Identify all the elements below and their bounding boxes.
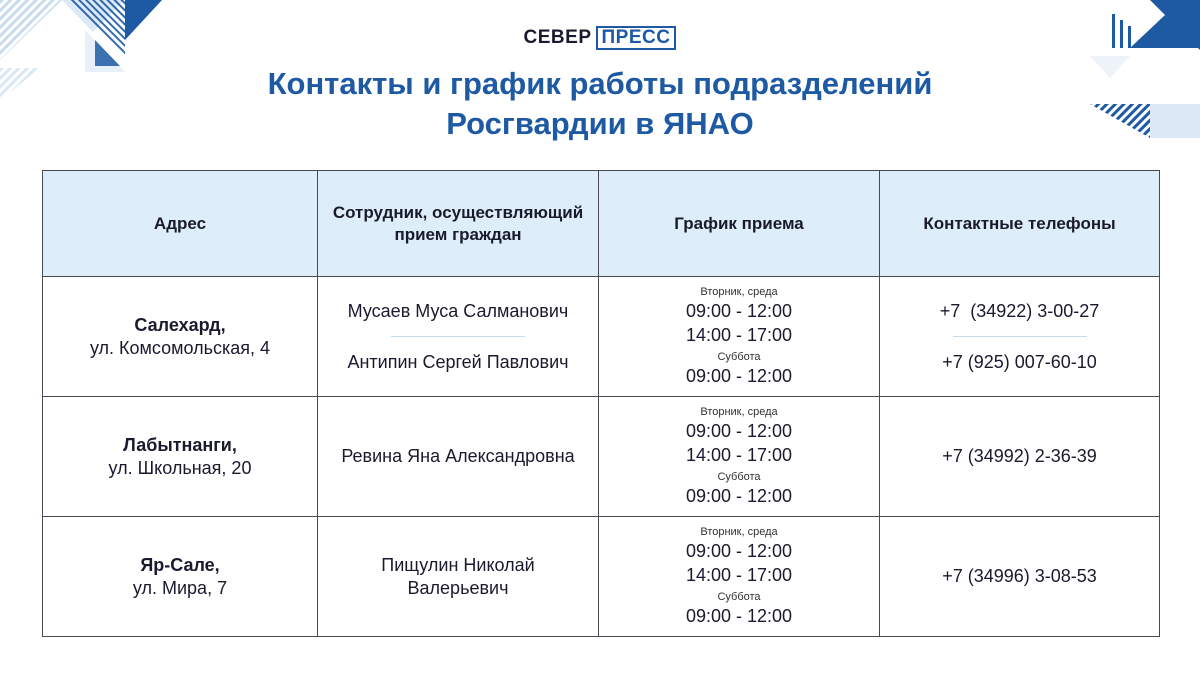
saturday-label: Суббота — [717, 350, 761, 363]
logo-part-press: ПРЕСС — [596, 26, 677, 50]
employee-cell — [318, 517, 599, 637]
weekday-label: Вторник, среда — [700, 525, 778, 538]
saturday-time: 09:00 - 12:00 — [685, 365, 793, 386]
page-title-line1: Контакты и график работы подразделений — [267, 66, 933, 101]
table-row — [43, 517, 1160, 637]
phone-number: +7 (34996) 3-08-53 — [942, 566, 1097, 586]
phone-number: +7 (34922) 3-00-27 — [939, 300, 1100, 321]
phone-cell — [880, 397, 1160, 517]
weekday-time: 09:00 - 12:00 — [685, 420, 793, 441]
phone-number: +7 (34992) 2-36-39 — [942, 446, 1097, 466]
schedule-cell — [599, 397, 880, 517]
saturday-time: 09:00 - 12:00 — [685, 485, 793, 506]
employee-cell — [318, 277, 599, 397]
employee-name: Мусаев Муса Салманович — [347, 300, 569, 321]
city-name: Лабытнанги, — [123, 434, 237, 455]
employee-name: Ревина Яна Александровна — [341, 446, 575, 466]
contacts-table — [42, 170, 1160, 637]
page-title-line2: Росгвардии в ЯНАО — [446, 106, 754, 141]
phone-cell — [880, 277, 1160, 397]
saturday-label: Суббота — [717, 590, 761, 603]
separator-line — [953, 336, 1087, 337]
street-address: ул. Комсомольская, 4 — [89, 337, 271, 358]
table-row — [43, 277, 1160, 397]
city-name: Салехард, — [134, 314, 226, 335]
weekday-time: 09:00 - 12:00 — [685, 540, 793, 561]
address-cell — [43, 517, 318, 637]
header-address: Адрес — [43, 171, 318, 277]
table-header-row — [43, 171, 1160, 277]
weekday-time: 14:00 - 17:00 — [685, 444, 793, 465]
street-address: ул. Мира, 7 — [132, 577, 228, 598]
weekday-time: 14:00 - 17:00 — [685, 564, 793, 585]
separator-line — [391, 336, 525, 337]
schedule-cell — [599, 517, 880, 637]
weekday-time: 14:00 - 17:00 — [685, 324, 793, 345]
header-schedule: График приема — [599, 171, 880, 277]
page-title — [0, 64, 1200, 144]
logo-part-sever: СЕВЕР — [523, 27, 592, 48]
street-address: ул. Школьная, 20 — [108, 457, 252, 478]
saturday-time: 09:00 - 12:00 — [685, 605, 793, 626]
phone-number: +7 (925) 007-60-10 — [942, 351, 1097, 372]
weekday-time: 09:00 - 12:00 — [685, 300, 793, 321]
logo — [0, 26, 1200, 50]
employee-name: Пищулин Николай Валерьевич — [381, 554, 535, 598]
weekday-label: Вторник, среда — [700, 405, 778, 418]
header-employee: Сотрудник, осуществляющий прием граждан — [318, 171, 599, 277]
address-cell — [43, 397, 318, 517]
phone-cell — [880, 517, 1160, 637]
schedule-cell — [599, 277, 880, 397]
city-name: Яр-Сале, — [140, 554, 220, 575]
weekday-label: Вторник, среда — [700, 285, 778, 298]
saturday-label: Суббота — [717, 470, 761, 483]
table-row — [43, 397, 1160, 517]
employee-cell — [318, 397, 599, 517]
header-phones: Контактные телефоны — [880, 171, 1160, 277]
address-cell — [43, 277, 318, 397]
employee-name: Антипин Сергей Павлович — [347, 351, 569, 372]
